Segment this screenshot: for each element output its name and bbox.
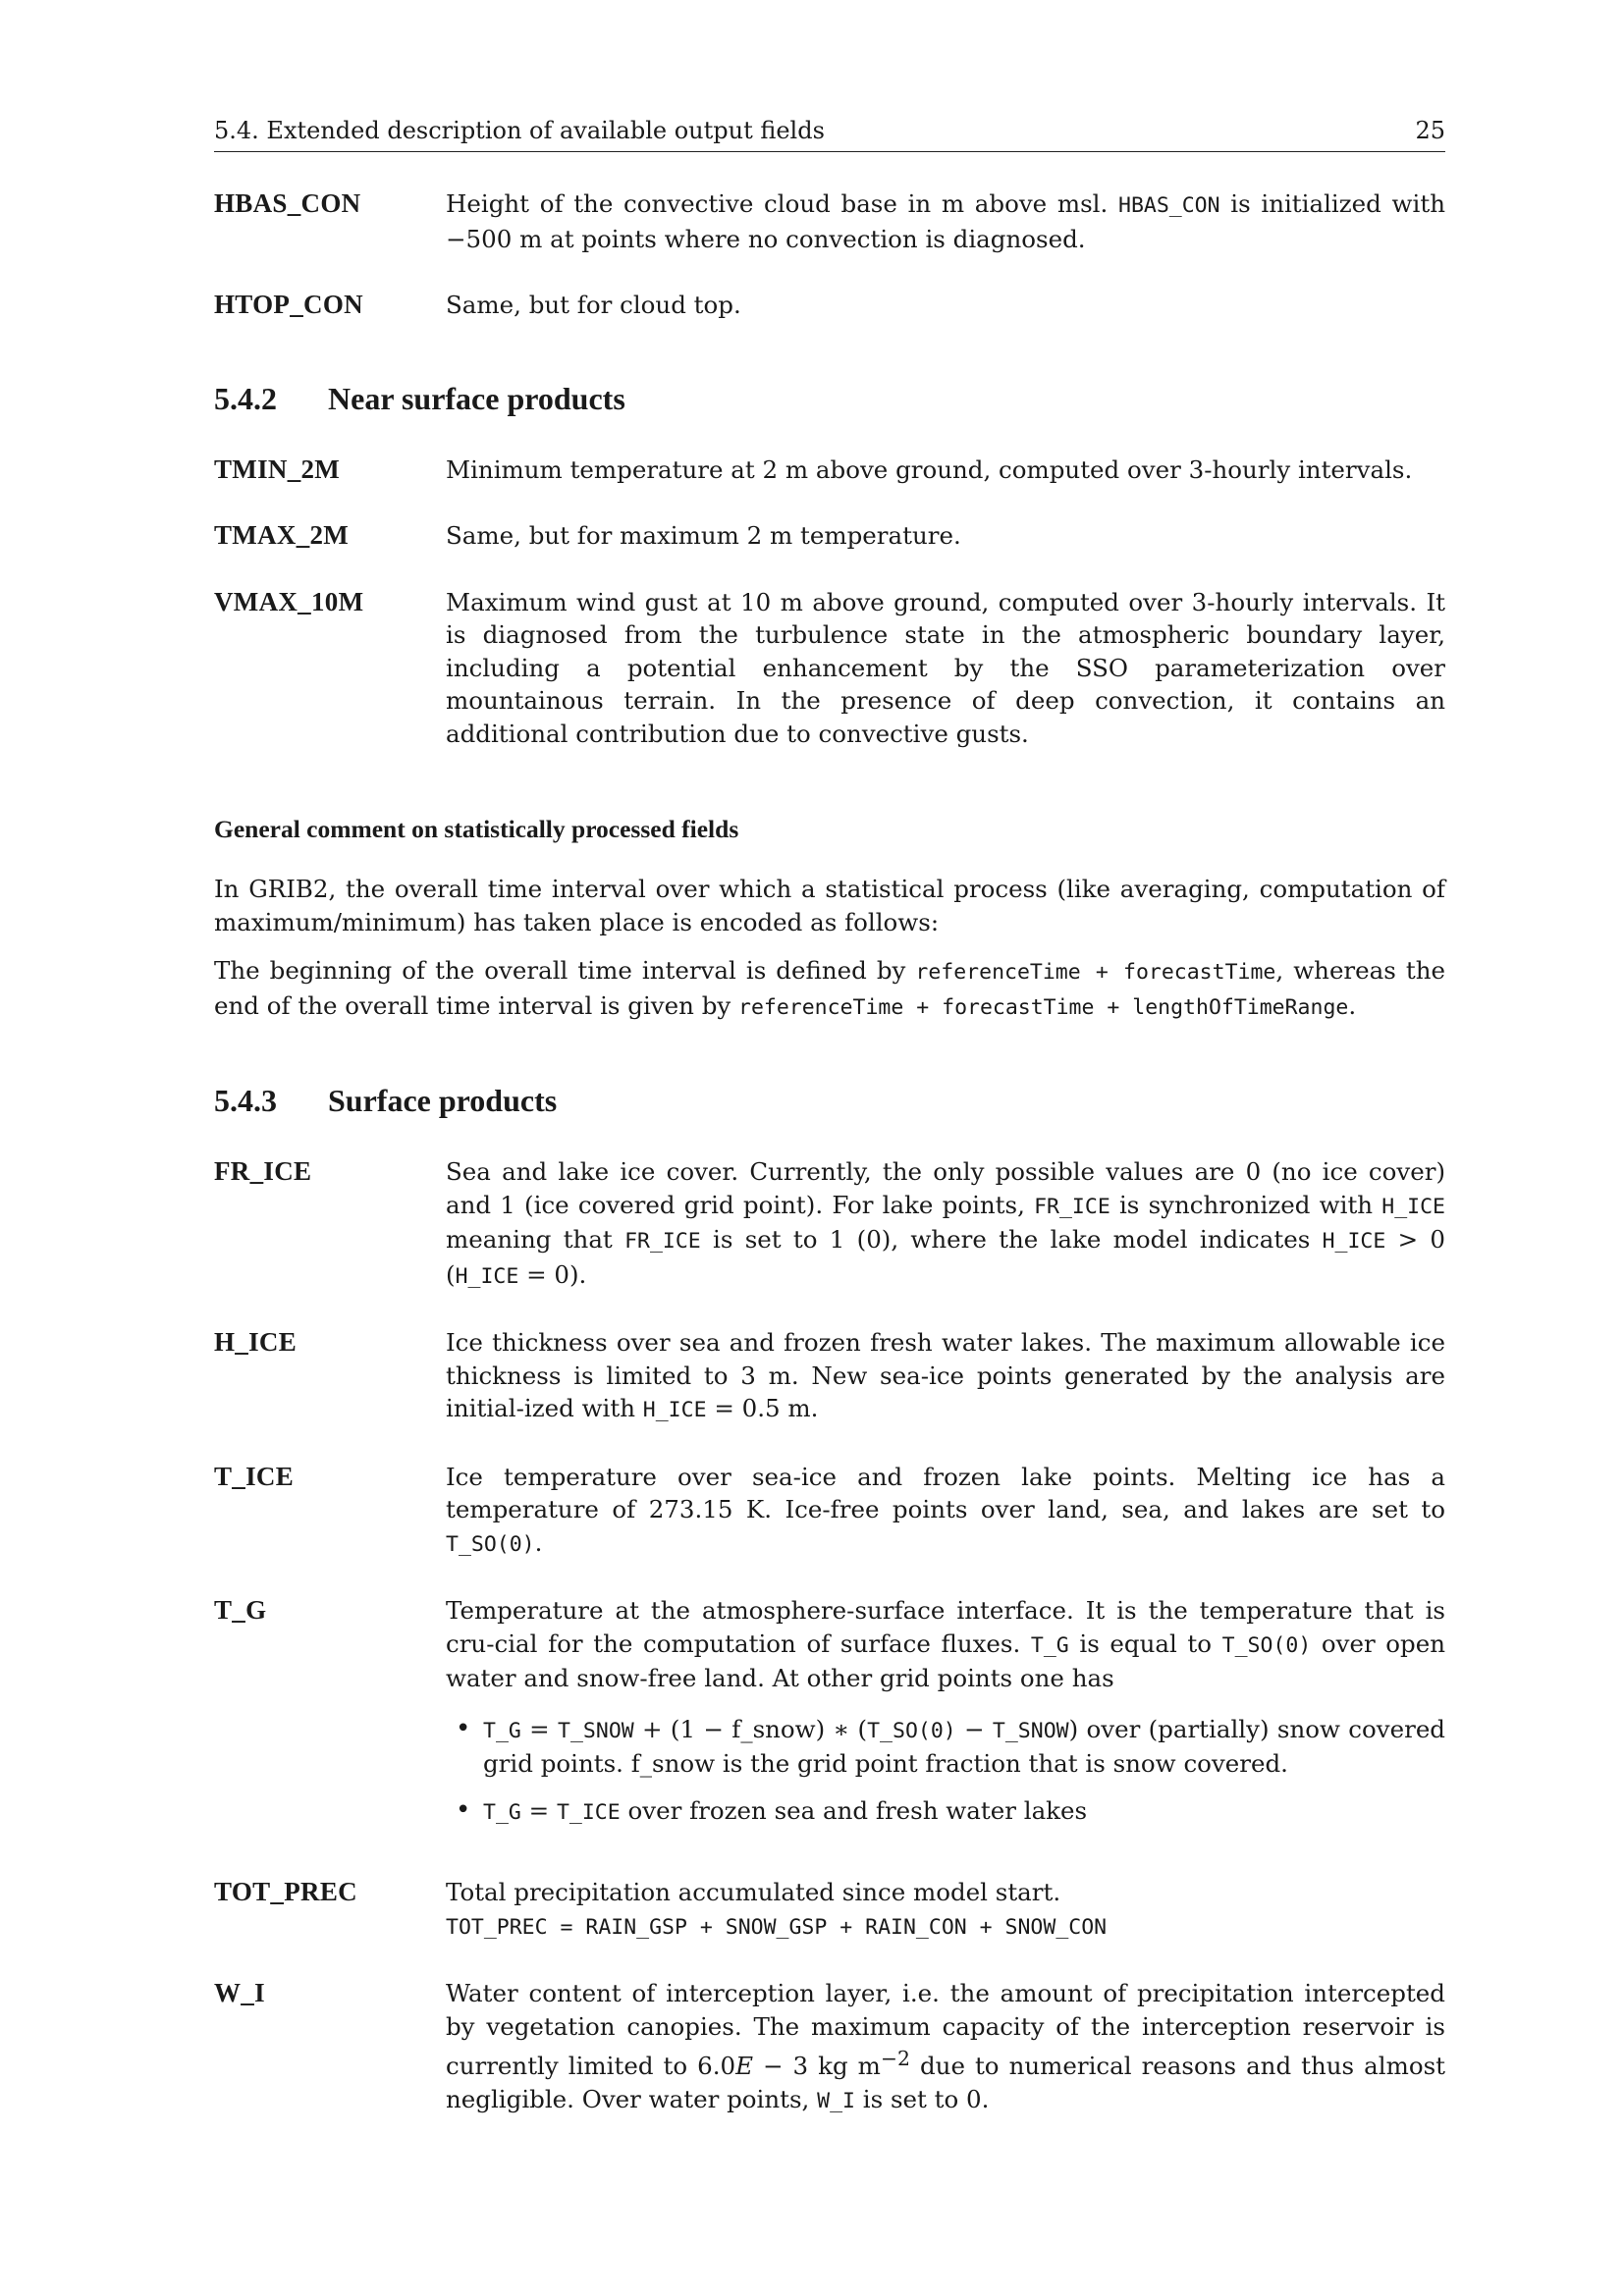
definition-description: [446, 519, 1445, 553]
definition-term: TMIN_2M: [214, 454, 341, 484]
definition-description: [446, 1876, 1445, 1944]
bullet-item: • T_G = T_SNOW + (1 − f_snow) ∗ (T_SO(0) − T_SNOW) over (partially) snow covered grid points. f_snow is the grid point fraction that is snow covered.: [483, 1713, 1445, 1781]
definition-term: VMAX_10M: [214, 586, 364, 616]
definition-list-near-surface: [214, 454, 1445, 751]
definition-text: Temperature at the atmosphere-surface interface. It is the temperature that is cru-cial for the computation of surface fluxes. T_G is equal to T_SO(0) over open water and snow-free land. At other grid points one has: [446, 1596, 1446, 1692]
definition-description: [446, 187, 1445, 255]
definition-description: [446, 1461, 1445, 1562]
definition-entry: [214, 289, 1445, 322]
section-number: 5.4.3: [214, 1083, 277, 1118]
definition-description: [446, 586, 1445, 751]
definition-entry: [214, 519, 1445, 553]
running-header: [214, 116, 1445, 152]
definition-entry: [214, 1594, 1445, 1842]
definition-description: [446, 1594, 1445, 1842]
definition-term: HBAS_CON: [214, 188, 361, 218]
general-comment-paragraph-2: The beginning of the overall time interval is defined by referenceTime + forecastTime, whereas the end of the overall time interval is given by referenceTime + forecastTime + lengthOfTimeRange.: [214, 956, 1445, 1020]
section-heading-5-4-2: [214, 379, 1445, 418]
definition-list-top: [214, 187, 1445, 322]
definition-entry: [214, 1326, 1445, 1427]
definition-description: [446, 1155, 1445, 1293]
definition-description: [446, 454, 1445, 487]
definition-term: H_ICE: [214, 1327, 298, 1357]
definition-text: Same, but for maximum 2 m temperature.: [446, 521, 961, 550]
definition-description: [446, 289, 1445, 322]
definition-text: Height of the convective cloud base in m above msl. HBAS_CON is initialized with −500 m at points where no convection is diagnosed.: [446, 189, 1445, 253]
definition-term: FR_ICE: [214, 1156, 312, 1186]
definition-text: Ice thickness over sea and frozen fresh water lakes. The maximum allowable ice thickness is limited to 3 m. New sea-ice points generated by the analysis are initial-ized with H_ICE = 0.5 m.: [446, 1328, 1445, 1422]
document-page: [214, 116, 1445, 2117]
definition-entry: [214, 454, 1445, 487]
definition-entry: [214, 1155, 1445, 1293]
header-section-title: 5.4. Extended description of available output fields: [214, 117, 825, 144]
definition-text: Same, but for cloud top.: [446, 291, 741, 319]
definition-entry: [214, 586, 1445, 751]
definition-text: Maximum wind gust at 10 m above ground, computed over 3-hourly intervals. It is diagnosed from the turbulence state in the atmospheric boundary layer, including a potential enhancement by the SSO parameterization over mountainous terrain. In the presence of deep convection, it contains an additional contribution due to convective gusts.: [446, 587, 1445, 748]
definition-text: Water content of interception layer, i.e. the amount of precipitation intercepted by vegetation canopies. The maximum capacity of the interception reservoir is currently limited to 6.0E − 3 kg $m^{-2}$ due to numerical reasons and thus almost negligible. Over water points, W_I is set to 0.: [446, 1979, 1445, 2113]
definition-term: TOT_PREC: [214, 1877, 357, 1906]
definition-description: [446, 1326, 1445, 1427]
definition-text: Total precipitation accumulated since model start. TOT_PREC = RAIN_GSP + SNOW_GSP + RAIN_CON + SNOW_CON: [446, 1878, 1108, 1940]
section-title: Surface products: [328, 1083, 558, 1118]
definition-term: HTOP_CON: [214, 290, 363, 319]
bullet-item: • T_G = T_ICE over frozen sea and fresh water lakes: [483, 1794, 1445, 1830]
section-number: 5.4.2: [214, 380, 277, 416]
definition-entry: [214, 1977, 1445, 2117]
definition-entry: [214, 1461, 1445, 1562]
section-title: Near surface products: [328, 380, 625, 416]
definition-term: T_ICE: [214, 1461, 295, 1491]
section-heading-5-4-3: [214, 1081, 1445, 1120]
definition-term: W_I: [214, 1978, 265, 2007]
definition-entry: [214, 1876, 1445, 1944]
definition-term: T_G: [214, 1595, 267, 1625]
definition-description: [446, 1977, 1445, 2117]
bullet-list: [446, 1713, 1445, 1830]
general-comment-paragraph-1: In GRIB2, the overall time interval over which a statistical process (like averaging, computation of maximum/minimum) has taken place is encoded as follows:: [214, 875, 1445, 936]
definition-list-surface: [214, 1155, 1445, 2117]
definition-text: Ice temperature over sea-ice and frozen lake points. Melting ice has a temperature of 273.15 K. Ice-free points over land, sea, and lakes are set to T_SO(0).: [446, 1462, 1445, 1557]
definition-text: Minimum temperature at 2 m above ground, computed over 3-hourly intervals.: [446, 454, 1413, 484]
definition-text: Sea and lake ice cover. Currently, the only possible values are 0 (no ice cover) and 1 (ice covered grid point). For lake points, FR_ICE is synchronized with H_ICE meaning that FR_ICE is set to 1 (0), where the lake model indicates H_ICE > 0 (H_ICE = 0).: [446, 1157, 1445, 1289]
definition-term: TMAX_2M: [214, 520, 350, 550]
general-comment-heading: General comment on statistically processed fields: [214, 815, 739, 843]
page-number: 25: [1415, 117, 1445, 144]
definition-entry: [214, 187, 1445, 255]
